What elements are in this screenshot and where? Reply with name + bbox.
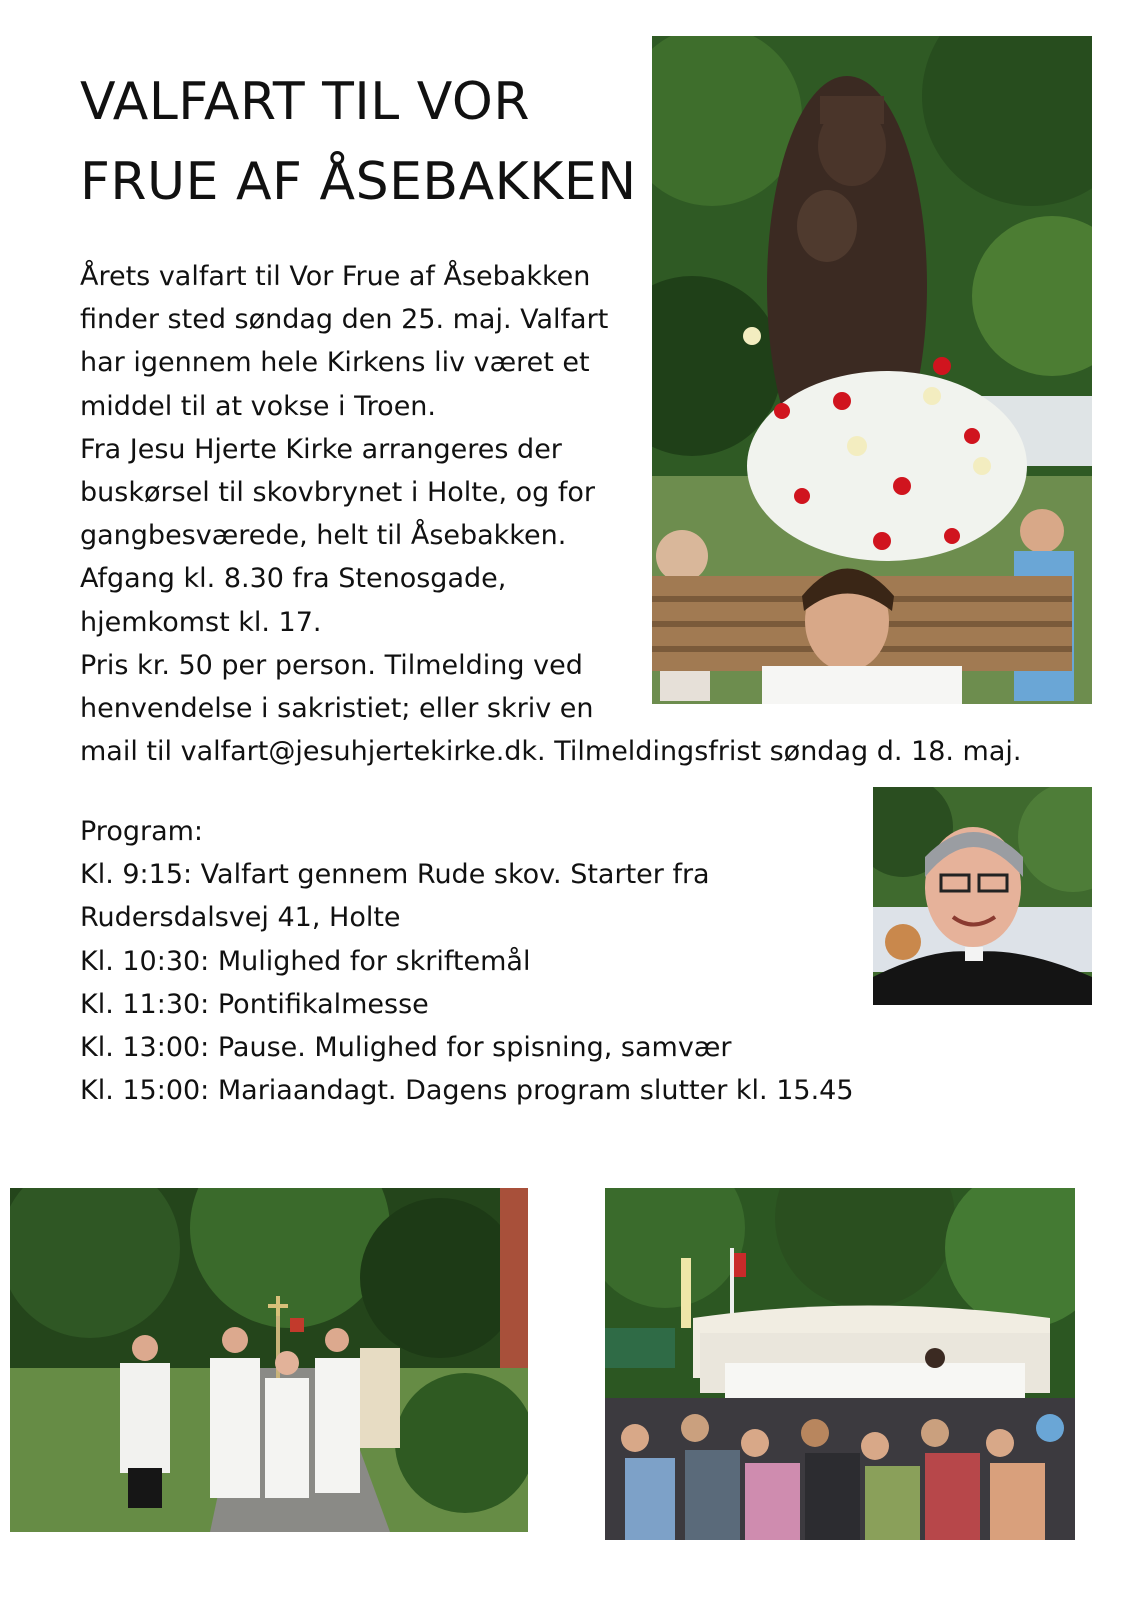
program-heading: Program: <box>80 816 204 847</box>
intro-line: gangbesværede, helt til Åsebakken. <box>80 520 567 552</box>
title-line-1: VALFART TIL VOR <box>80 72 530 132</box>
program-item: Kl. 15:00: Mariaandagt. Dagens program slutter kl. 15.45 <box>80 1075 854 1107</box>
page-title <box>80 62 650 222</box>
procession-photo <box>10 1188 528 1532</box>
program-section <box>80 810 980 1112</box>
intro-line: middel til at vokse i Troen. <box>80 390 436 422</box>
intro-line-email: mail til valfart@jesuhjertekirke.dk. Tilmeldingsfrist søndag d. 18. maj. <box>80 736 1022 768</box>
program-item: Kl. 13:00: Pause. Mulighed for spisning, samvær <box>80 1032 732 1064</box>
title-line-2: FRUE AF ÅSEBAKKEN <box>80 152 637 212</box>
bishop-portrait-photo <box>873 787 1092 1005</box>
intro-line: Årets valfart til Vor Frue af Åsebakken <box>80 261 591 292</box>
intro-line: har igennem hele Kirkens liv været et <box>80 347 590 379</box>
program-item: Kl. 11:30: Pontifikalmesse <box>80 988 429 1020</box>
intro-line: Pris kr. 50 per person. Tilmelding ved <box>80 649 583 681</box>
intro-line: buskørsel til skovbrynet i Holte, og for <box>80 477 595 509</box>
intro-line: finder sted søndag den 25. maj. Valfart <box>80 304 609 336</box>
intro-line: hjemkomst kl. 17. <box>80 606 322 638</box>
program-item: Rudersdalsvej 41, Holte <box>80 902 401 934</box>
intro-line: henvendelse i sakristiet; eller skriv en <box>80 693 594 725</box>
program-item: Kl. 10:30: Mulighed for skriftemål <box>80 945 531 977</box>
madonna-statue-photo <box>652 36 1092 704</box>
program-item: Kl. 9:15: Valfart gennem Rude skov. Starter fra <box>80 859 710 891</box>
intro-line: Fra Jesu Hjerte Kirke arrangeres der <box>80 433 562 465</box>
open-air-mass-photo <box>605 1188 1075 1540</box>
intro-line: Afgang kl. 8.30 fra Stenosgade, <box>80 563 507 595</box>
